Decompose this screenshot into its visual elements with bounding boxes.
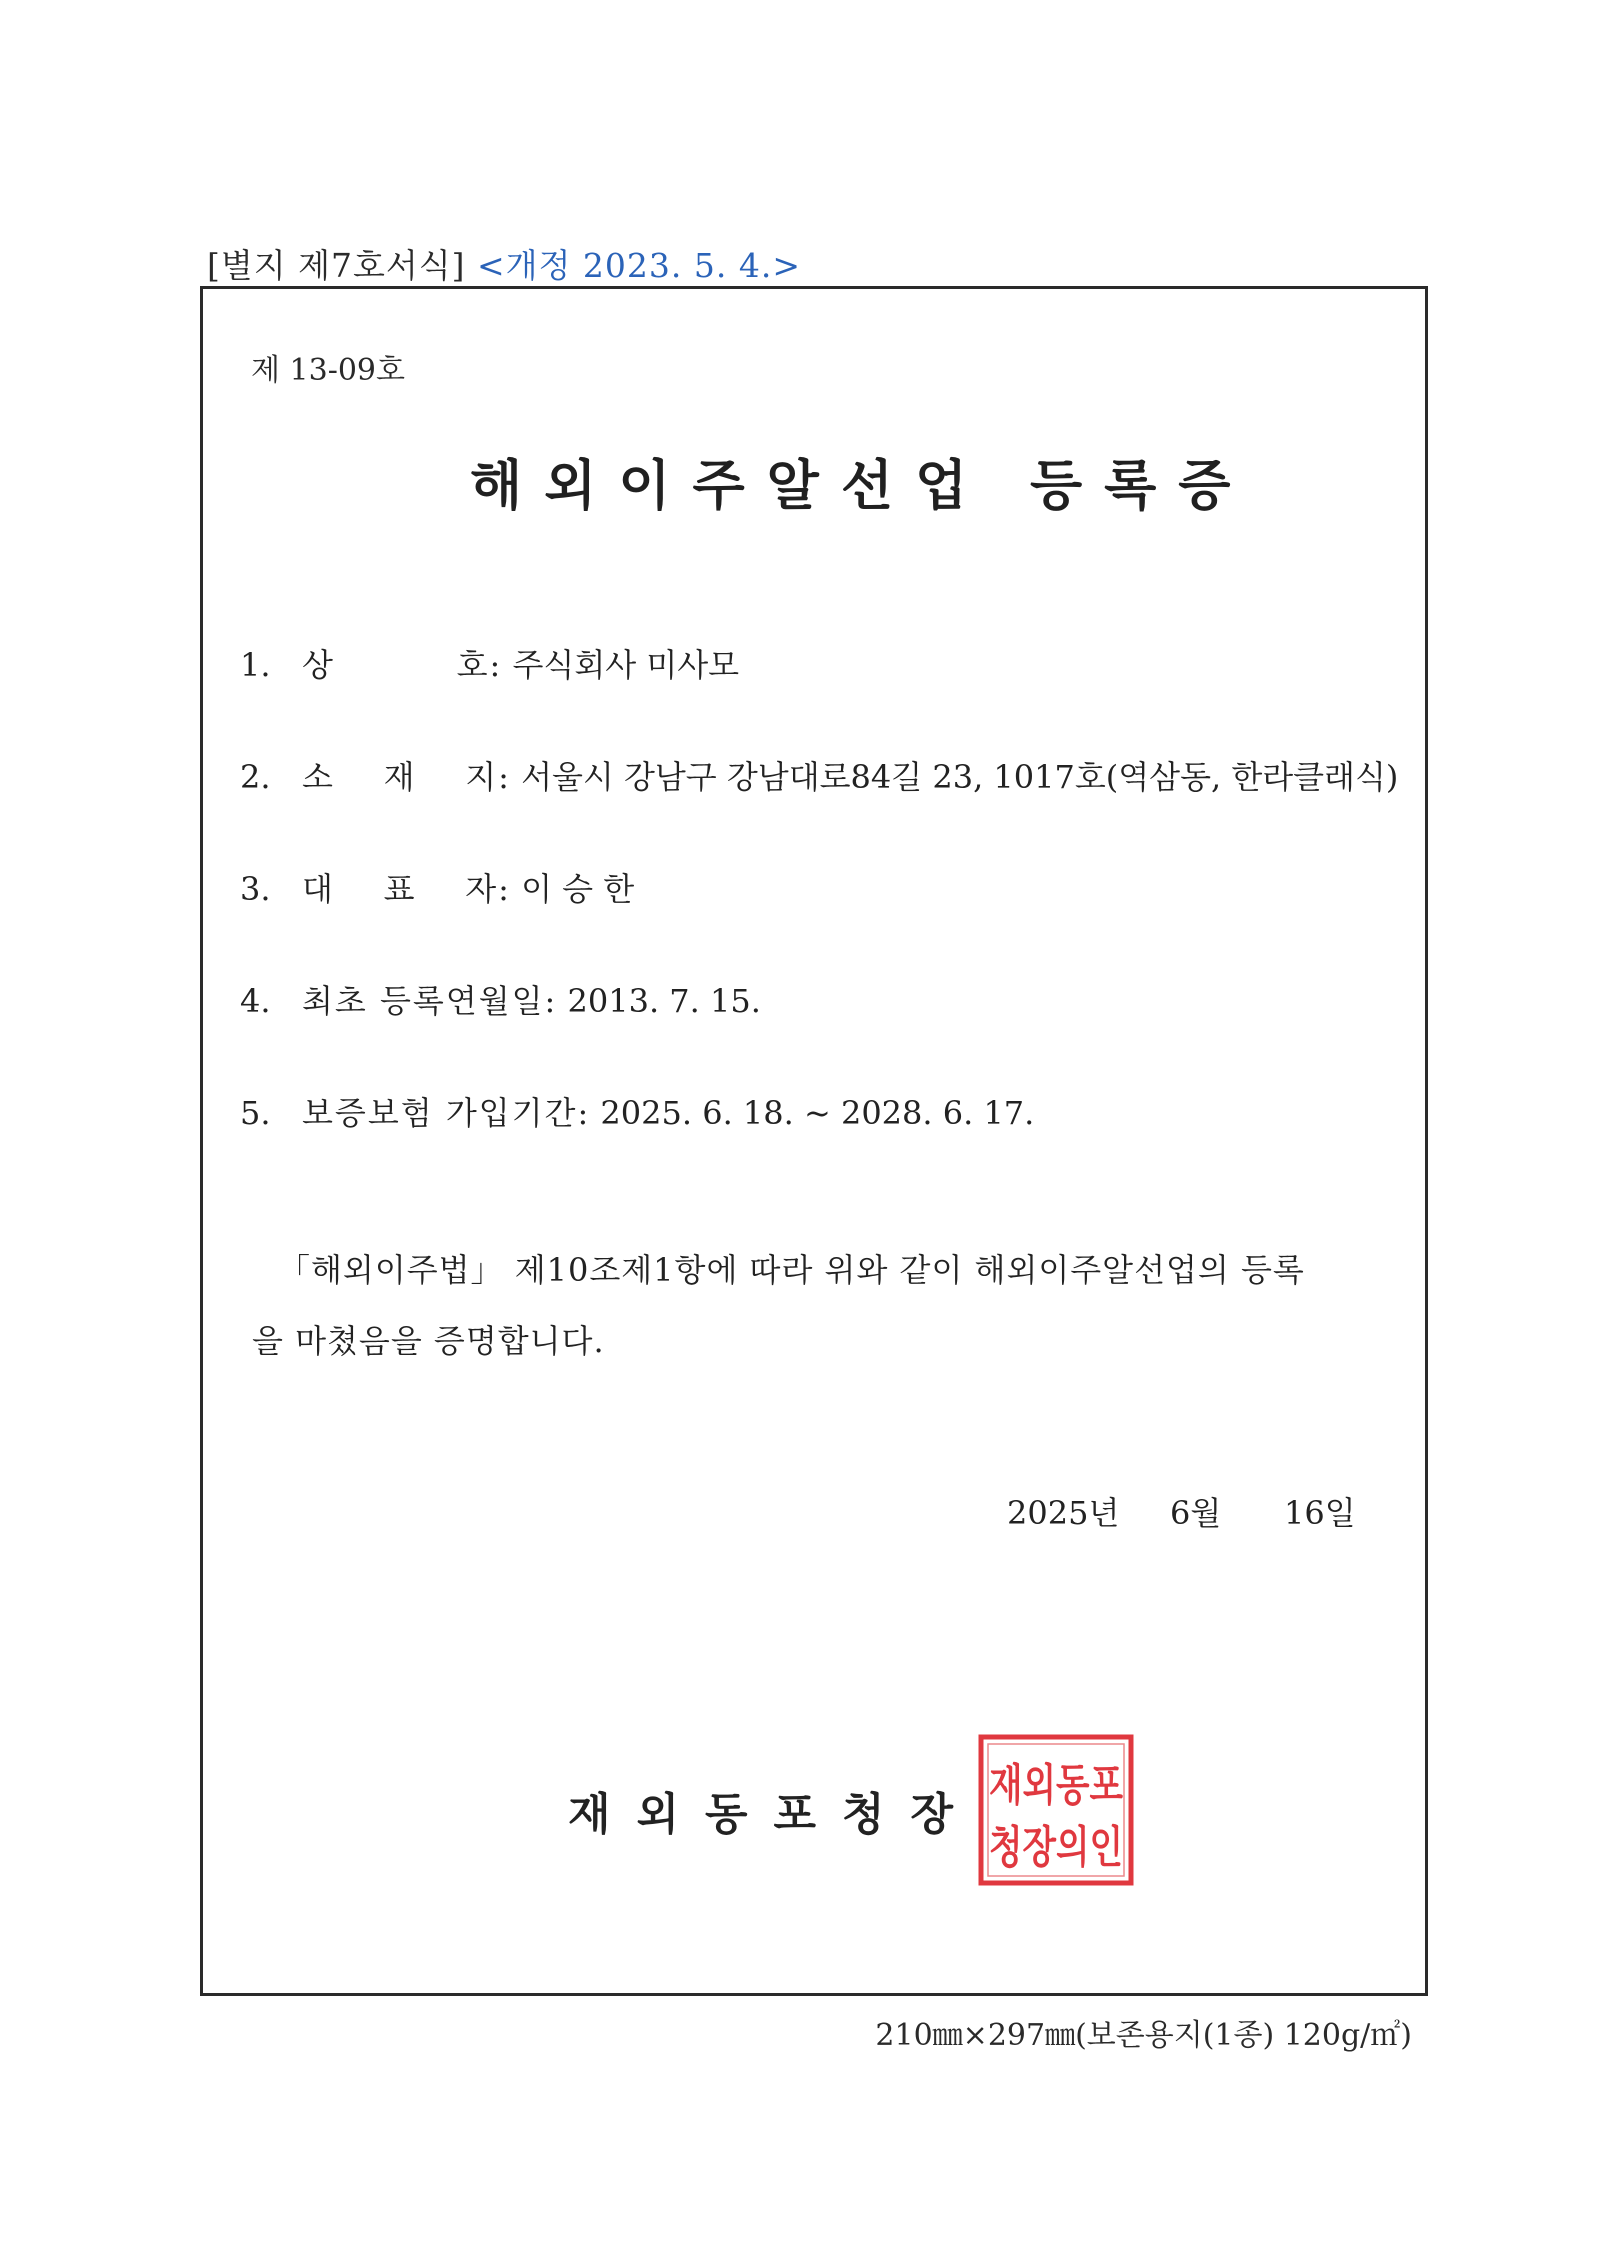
statement-line-2: 을 마쳤음을 증명합니다.	[252, 1322, 605, 1360]
field-label: 대 표 자:	[302, 870, 511, 908]
field-address	[240, 752, 1398, 798]
field-label: 보증보험 가입기간:	[302, 1094, 591, 1132]
field-number: 4.	[240, 982, 271, 1020]
field-number: 1.	[240, 646, 271, 684]
paper-specification: 210㎜×297㎜(보존용지(1종) 120g/㎡)	[875, 2018, 1412, 2053]
svg-text:재외동포: 재외동포	[989, 1760, 1124, 1811]
field-value: 2025. 6. 18. ~ 2028. 6. 17.	[600, 1094, 1035, 1132]
field-number: 3.	[240, 870, 271, 908]
field-label: 상 호:	[302, 646, 503, 684]
issue-year: 2025년	[1007, 1494, 1120, 1532]
field-value: 주식회사 미사모	[512, 646, 740, 684]
field-first-registration	[240, 976, 761, 1022]
issue-day: 16일	[1284, 1494, 1356, 1532]
certificate-title: 해외이주알선업 등록증	[470, 454, 1253, 517]
field-value: 서울시 강남구 강남대로84길 23, 1017호(역삼동, 한라클래식)	[521, 758, 1399, 796]
certificate-number: 제 13-09호	[251, 353, 405, 388]
form-label	[207, 240, 801, 287]
official-seal	[978, 1734, 1134, 1886]
field-value: 이 승 한	[521, 870, 635, 908]
field-value: 2013. 7. 15.	[567, 982, 761, 1020]
form-number: [별지 제7호서식]	[207, 246, 466, 285]
issue-month: 6월	[1170, 1494, 1222, 1532]
field-representative	[240, 864, 634, 910]
field-number: 5.	[240, 1094, 271, 1132]
field-insurance-period	[240, 1088, 1034, 1134]
statement-line-1: 「해외이주법」 제10조제1항에 따라 위와 같이 해외이주알선업의 등록	[278, 1251, 1305, 1289]
certificate-frame	[200, 286, 1428, 1996]
field-number: 2.	[240, 758, 271, 796]
svg-text:청장의인: 청장의인	[989, 1822, 1123, 1873]
issuer-name: 재외동포청장	[568, 1789, 980, 1840]
revision-date: <개정 2023. 5. 4.>	[477, 246, 801, 285]
field-trade-name	[240, 640, 739, 686]
field-label: 소 재 지:	[302, 758, 511, 796]
field-label: 최초 등록연월일:	[302, 982, 558, 1020]
